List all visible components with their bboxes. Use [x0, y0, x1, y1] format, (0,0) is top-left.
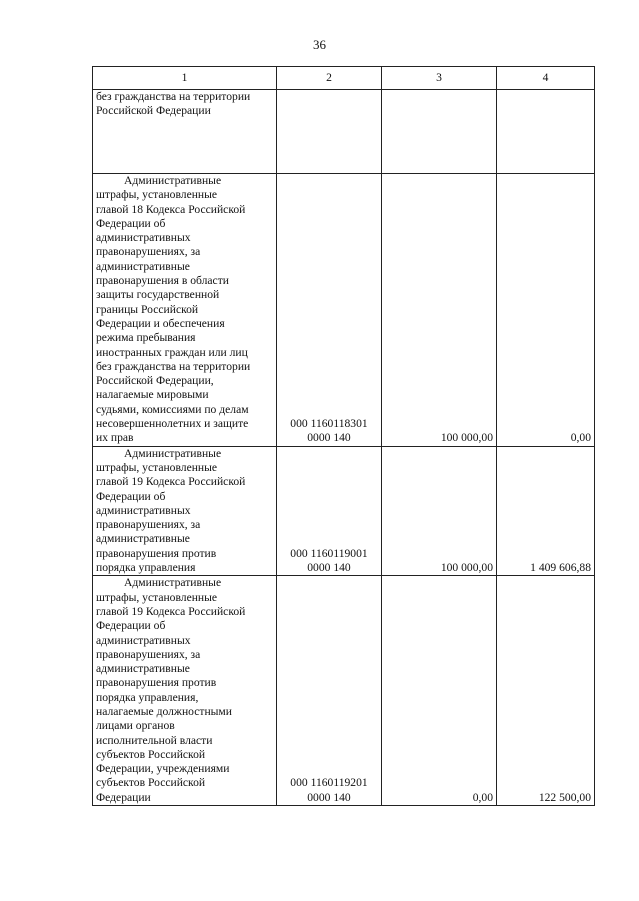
row-description: Административные штрафы, установленные главой 19 Кодекса Российской Федерации об административных правонарушениях, за административные правонарушения против порядка управления — [93, 446, 277, 576]
row-plan-amount: 100 000,00 — [382, 174, 497, 447]
column-header-4: 4 — [497, 67, 595, 90]
row-actual-amount: 1 409 606,88 — [497, 446, 595, 576]
row-budget-code — [277, 90, 382, 174]
row-description: Административные штрафы, установленные главой 19 Кодекса Российской Федерации об административных правонарушениях, за административные правонарушения против порядка управления, налагаемые должностными лицами органов исполнительной власти субъектов Российской Федерации, учреждениями субъектов Российской Федерации — [93, 576, 277, 806]
table-row — [93, 576, 595, 806]
table-row — [93, 446, 595, 576]
table-row — [93, 90, 595, 174]
row-actual-amount: 0,00 — [497, 174, 595, 447]
table-header-row — [93, 67, 595, 90]
page-number: 36 — [313, 37, 326, 52]
budget-revenue-table — [92, 66, 595, 806]
row-budget-code: 000 1160119001 0000 140 — [277, 446, 382, 576]
column-header-2: 2 — [277, 67, 382, 90]
table-row — [93, 174, 595, 447]
column-header-3: 3 — [382, 67, 497, 90]
row-actual-amount: 122 500,00 — [497, 576, 595, 806]
row-budget-code: 000 1160119201 0000 140 — [277, 576, 382, 806]
row-plan-amount: 100 000,00 — [382, 446, 497, 576]
row-description: без гражданства на территории Российской Федерации — [93, 90, 277, 174]
row-plan-amount — [382, 90, 497, 174]
row-actual-amount — [497, 90, 595, 174]
row-plan-amount: 0,00 — [382, 576, 497, 806]
column-header-1: 1 — [93, 67, 277, 90]
row-budget-code: 000 1160118301 0000 140 — [277, 174, 382, 447]
row-description: Административные штрафы, установленные главой 18 Кодекса Российской Федерации об административных правонарушениях, за административные правонарушения в области защиты государственной границы Российской Федерации и обеспечения режима пребывания иностранных граждан или лиц без гражданства на территории Российской Федерации, налагаемые мировыми судьями, комиссиями по делам несовершеннолетних и защите их прав — [93, 174, 277, 447]
